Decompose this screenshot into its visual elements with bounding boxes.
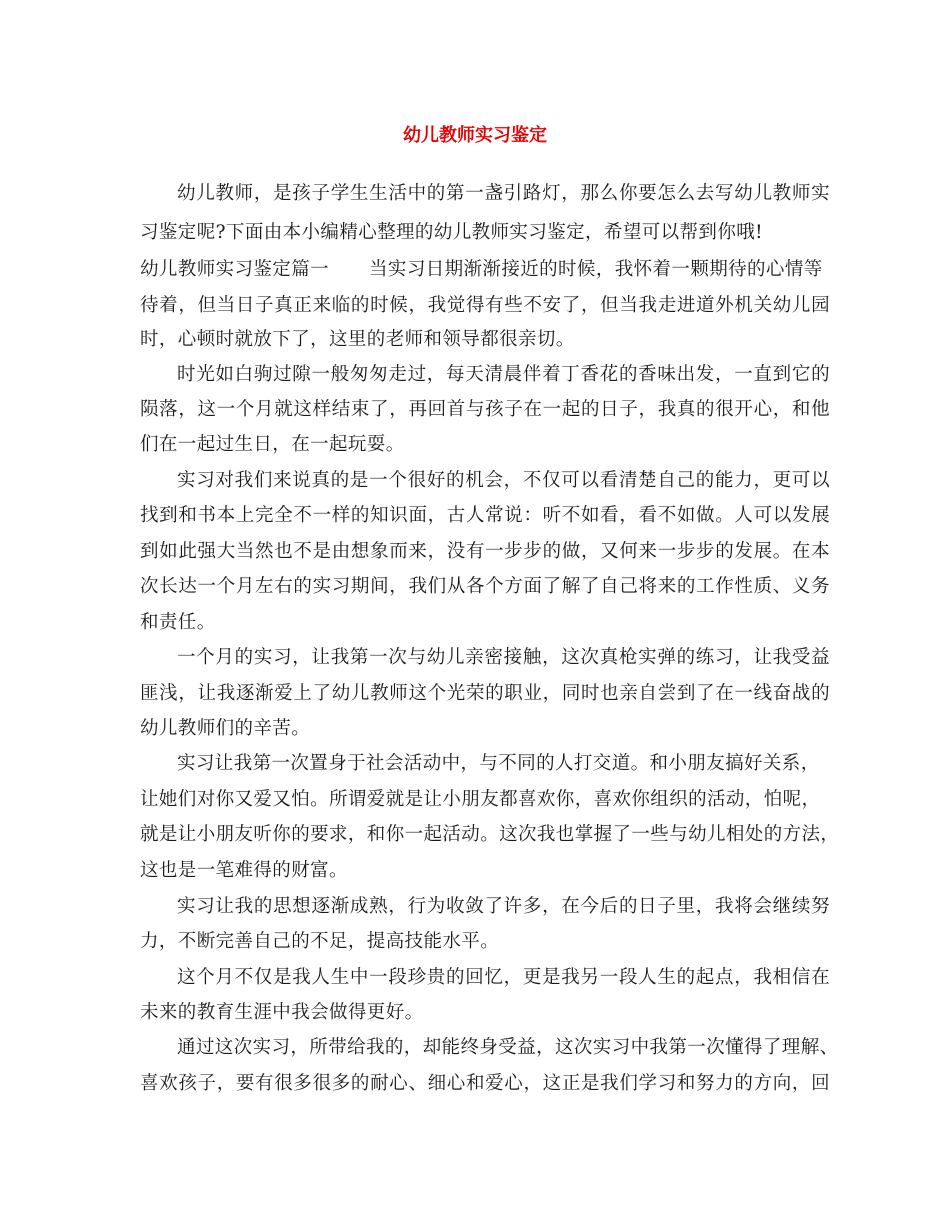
paragraph-line: 待着，但当日子真正来临的时候，我觉得有些不安了，但当我走进道外机关幼儿园 <box>140 295 830 316</box>
paragraph-line: 到如此强大当然也不是由想象而来，没有一步步的做，又何来一步步的发展。在本 <box>140 541 830 562</box>
document-title: 幼儿教师实习鉴定 <box>403 125 547 146</box>
paragraph-line: 和责任。 <box>140 612 216 633</box>
paragraph-line: 未来的教育生涯中我会做得更好。 <box>140 1002 424 1023</box>
paragraph-line: 时光如白驹过隙一般匆匆走过，每天清晨伴着丁香花的香味出发，一直到它的 <box>177 364 830 385</box>
paragraph-text: 当实习日期渐渐接近的时候，我怀着一颗期待的心情等 <box>369 259 823 280</box>
paragraph-line: 就是让小朋友听你的要求，和你一起活动。这次我也掌握了一些与幼儿相处的方法， <box>140 824 840 845</box>
paragraph-line: 实习让我的思想逐渐成熟，行为收敛了许多，在今后的日子里，我将会继续努 <box>177 896 830 917</box>
section-heading-line <box>140 258 830 282</box>
paragraph-line: 找到和书本上完全不一样的知识面，古人常说：听不如看，看不如做。人可以发展 <box>140 505 830 526</box>
paragraph-line: 时，心顿时就放下了，这里的老师和领导都很亲切。 <box>140 329 575 350</box>
paragraph-line: 一个月的实习，让我第一次与幼儿亲密接触，这次真枪实弹的练习，让我受益 <box>177 647 830 668</box>
paragraph-line: 这个月不仅是我人生中一段珍贵的回忆，更是我另一段人生的起点，我相信在 <box>177 967 830 988</box>
paragraph-line: 喜欢孩子，要有很多很多的耐心、细心和爱心，这正是我们学习和努力的方向，回 <box>140 1073 830 1094</box>
section-heading: 幼儿教师实习鉴定篇一 <box>140 259 330 280</box>
paragraph-line: 们在一起过生日，在一起玩耍。 <box>140 434 405 455</box>
paragraph-line: 幼儿教师，是孩子学生生活中的第一盏引路灯，那么你要怎么去写幼儿教师实 <box>177 183 830 204</box>
paragraph-line: 实习让我第一次置身于社会活动中，与不同的人打交道。和小朋友搞好关系， <box>177 753 820 774</box>
paragraph-line: 让她们对你又爱又怕。所谓爱就是让小朋友都喜欢你，喜欢你组织的活动，怕呢， <box>140 789 821 810</box>
paragraph-line: 这也是一笔难得的财富。 <box>140 860 348 881</box>
paragraph-line: 匪浅，让我逐渐爱上了幼儿教师这个光荣的职业，同时也亲自尝到了在一线奋战的 <box>140 683 830 704</box>
paragraph-line: 力，不断完善自己的不足，提高技能水平。 <box>140 931 500 952</box>
paragraph-line: 通过这次实习，所带给我的，却能终身受益，这次实习中我第一次懂得了理解、 <box>177 1037 839 1058</box>
paragraph-line: 次长达一个月左右的实习期间，我们从各个方面了解了自己将来的工作性质、义务 <box>140 576 830 597</box>
paragraph-line: 实习对我们来说真的是一个很好的机会，不仅可以看清楚自己的能力，更可以 <box>177 470 830 491</box>
paragraph-line: 陨落，这一个月就这样结束了，再回首与孩子在一起的日子，我真的很开心，和他 <box>140 399 830 420</box>
paragraph-line: 习鉴定呢?下面由本小编精心整理的幼儿教师实习鉴定，希望可以帮到你哦! <box>140 222 763 243</box>
paragraph-line: 幼儿教师们的辛苦。 <box>140 718 311 739</box>
